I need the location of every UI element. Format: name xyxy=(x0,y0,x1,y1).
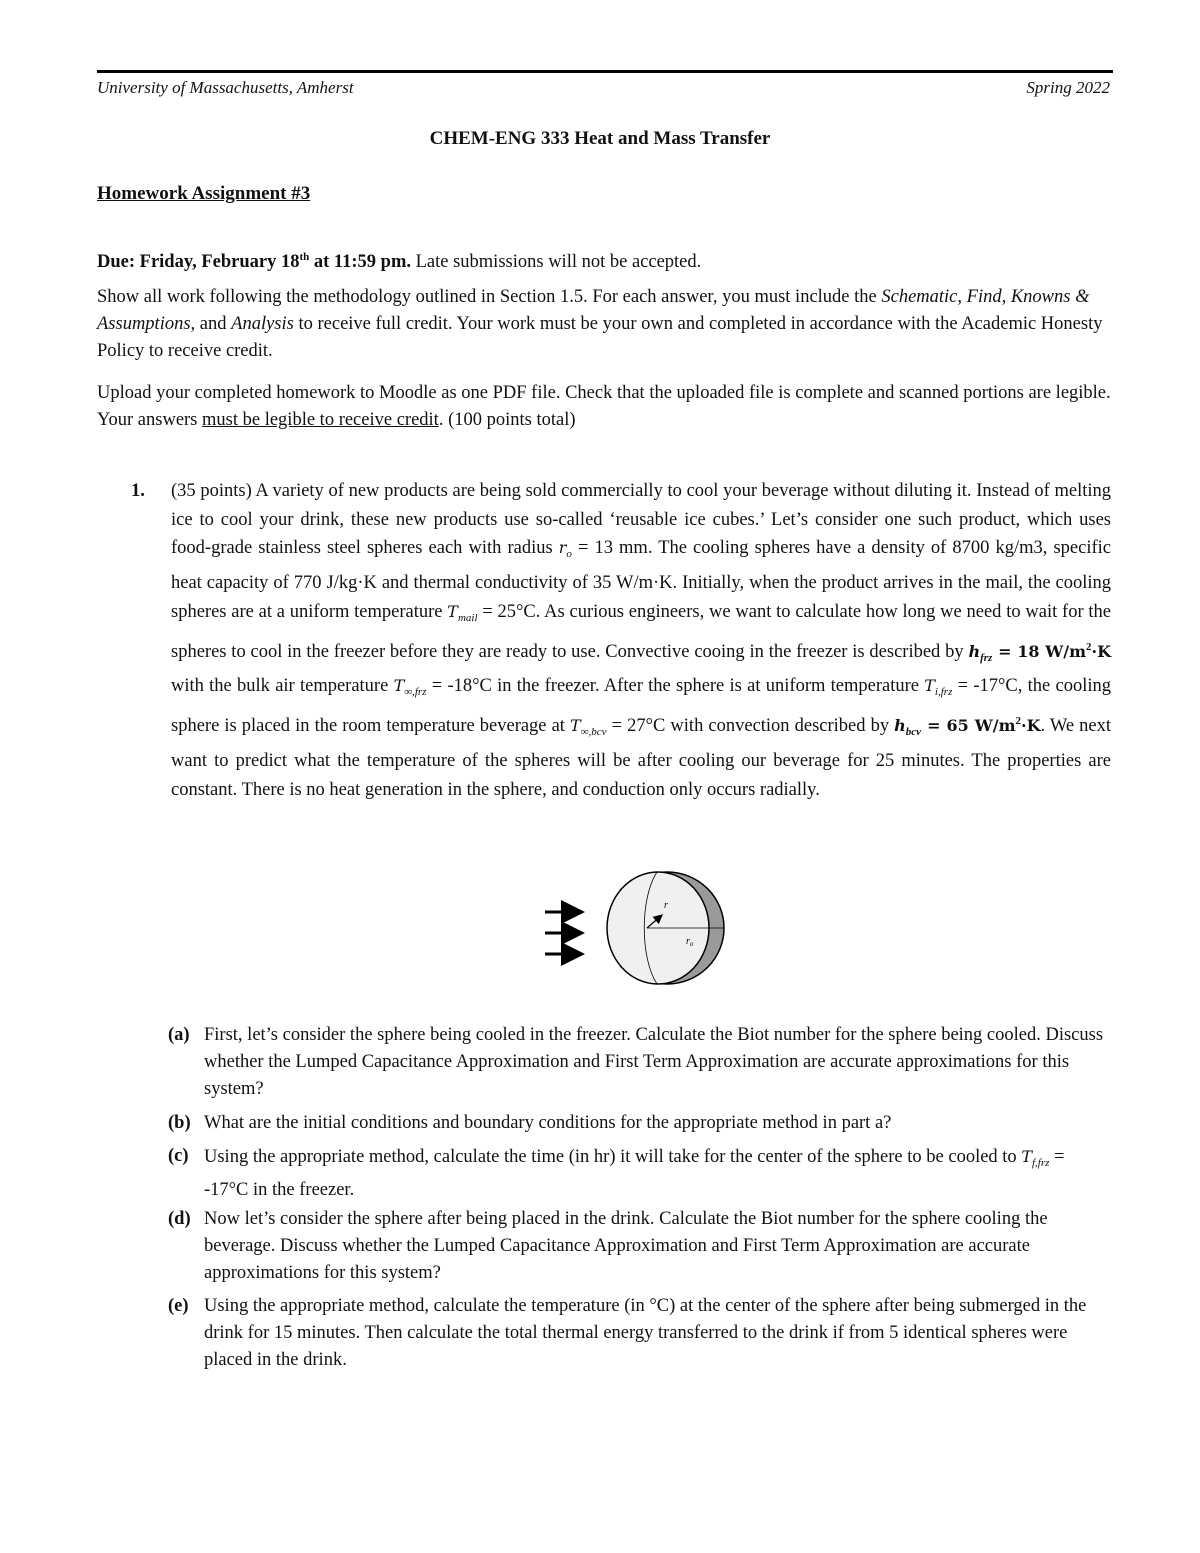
q1-text-2: = 13 mm. The cooling spheres have a density of 8700 kg/m3, specific heat capacity of 770 J/kg·K and thermal conductivity of 35 W/m·K. Initially, when the product arrives in the mail, the cooling spheres are at a uniform temperature xyxy=(171,538,1111,622)
part-c-T-sub: f,frz xyxy=(1031,1157,1050,1169)
p1-italic-2: Analysis xyxy=(231,314,294,334)
sphere-diagram xyxy=(540,868,740,988)
header-rule xyxy=(97,70,1113,73)
q1-text-7: = 27°C with convection described by xyxy=(606,716,895,737)
q1-text-4: with the bulk air temperature xyxy=(171,676,394,697)
part-c-T: T xyxy=(1021,1147,1032,1166)
due-label: Due: Friday, February 18 xyxy=(97,252,300,273)
instructions-paragraph-2 xyxy=(97,380,1113,434)
assignment-title: Homework Assignment #3 xyxy=(97,183,311,204)
part-c-text-2: = -17°C in the freezer. xyxy=(204,1147,1065,1200)
q1-hfrz-val: = 18 W/m xyxy=(992,641,1087,661)
sphere-icon xyxy=(607,872,724,984)
outer-radius-label: $r_o$ xyxy=(686,936,694,948)
q1-text-5: = -18°C in the freezer. After the sphere is at uniform temperature xyxy=(426,676,925,697)
part-a-label: (a) xyxy=(168,1025,190,1045)
q1-hbcv-unit: ·K xyxy=(1021,716,1041,736)
q1-hbcv-sup: 2 xyxy=(1015,715,1022,728)
term-label: Spring 2022 xyxy=(1026,78,1110,97)
q1-hbcv: h xyxy=(894,716,906,736)
part-c-text-1: Using the appropriate method, calculate the time (in hr) it will take for the center of the sphere to be cooled to xyxy=(204,1147,1022,1167)
part-b-text: What are the initial conditions and boundary conditions for the appropriate method in part a? xyxy=(204,1113,892,1133)
q1-r0: r xyxy=(558,538,567,558)
part-c-text xyxy=(204,1143,1109,1204)
institution-name: University of Massachusetts, Amherst xyxy=(97,78,354,97)
q1-tinf-bcv-sub: ∞,bcv xyxy=(580,726,607,739)
part-a-text: First, let’s consider the sphere being cooled in the freezer. Calculate the Biot number for the sphere being cooled. Discuss whether the Lumped Capacitance Approximation and First Term Approximation are accurate approximations for this system? xyxy=(204,1025,1104,1099)
q1-hbcv-val: = 65 W/m xyxy=(921,716,1016,736)
q1-text-3: = 25°C. As curious engineers, we want to calculate how long we need to wait for the spheres to cool in the freezer before they are ready to use. Convective cooing in the freezer is described by xyxy=(171,601,1111,662)
q1-ti-frz-sub: i,frz xyxy=(934,686,953,699)
q1-hfrz-sub: frz xyxy=(980,651,993,664)
q1-tmail-sub: mail xyxy=(457,611,478,624)
part-e-label: (e) xyxy=(168,1296,189,1316)
q1-hfrz-sup: 2 xyxy=(1086,640,1092,653)
q1-text-8: . We next want to predict what the temperature of the spheres will be after cooling our beverage for 25 minutes. The properties are constant. There is no heat generation in the sphere, and conduction only occurs radially. xyxy=(171,716,1111,800)
part-e-text: Using the appropriate method, calculate the temperature (in °C) at the center of the sphere after being submerged in the drink for 15 minutes. Then calculate the total thermal energy transferred to the drink if from 5 identical spheres were placed in the drink. xyxy=(204,1296,1087,1370)
instructions-paragraph-1 xyxy=(97,284,1113,365)
question-1-text xyxy=(171,477,1111,804)
due-time: at 11:59 pm. xyxy=(309,252,411,273)
p1-text-c: to receive full credit. Your work must be your own and completed in accordance with the Academic Honesty Policy to receive credit. xyxy=(97,314,1103,361)
p2-underline: must be legible to receive credit xyxy=(202,410,439,430)
part-b-label: (b) xyxy=(168,1113,191,1133)
due-line xyxy=(97,244,1113,276)
q1-hfrz-unit: ·K xyxy=(1091,641,1112,661)
flow-arrows-icon xyxy=(545,912,582,954)
q1-tmail: T xyxy=(447,601,458,621)
q1-tinf-bcv: T xyxy=(570,716,581,736)
q1-ti-frz: T xyxy=(924,676,935,696)
p1-text-b: and xyxy=(195,314,232,334)
part-c-label: (c) xyxy=(168,1146,189,1166)
part-d-text: Now let’s consider the sphere after being placed in the drink. Calculate the Biot number for the sphere cooling the beverage. Discuss whether the Lumped Capacitance Approximation and First Term Approximation are accurate approximations for this system? xyxy=(204,1209,1048,1283)
part-d-label: (d) xyxy=(168,1209,191,1229)
p1-italic-1: Schematic, Find, Knowns & Assumptions, xyxy=(97,287,1090,334)
q1-r0-sub: o xyxy=(566,548,572,561)
q1-text-6: = -17°C, the cooling sphere is placed in the room temperature beverage at xyxy=(171,676,1111,737)
q1-tinf-frz: T xyxy=(393,676,405,696)
p2-text-b: . (100 points total) xyxy=(438,410,576,430)
due-note: Late submissions will not be accepted. xyxy=(410,252,702,273)
p2-text-a: Upload your completed homework to Moodle as one PDF file. Check that the uploaded file is complete and scanned portions are legible. Your answers xyxy=(97,383,1111,430)
q1-hbcv-sub: bcv xyxy=(905,726,922,739)
q1-text-1: (35 points) A variety of new products are being sold commercially to cool your beverage without diluting it. Instead of melting ice to cool your drink, these new products use so-called ‘reusable ice cubes.’ Let’s consider one such product, which uses food-grade stainless steel spheres each with radius xyxy=(171,481,1111,559)
question-number: 1. xyxy=(131,481,145,501)
course-title: CHEM-ENG 333 Heat and Mass Transfer xyxy=(429,128,771,149)
due-sup: th xyxy=(299,251,310,263)
q1-tinf-frz-sub: ∞,frz xyxy=(404,686,427,699)
p1-text-a: Show all work following the methodology outlined in Section 1.5. For each answer, you must include the xyxy=(97,287,882,307)
radius-label: r xyxy=(664,900,668,911)
q1-hfrz: h xyxy=(968,641,981,661)
